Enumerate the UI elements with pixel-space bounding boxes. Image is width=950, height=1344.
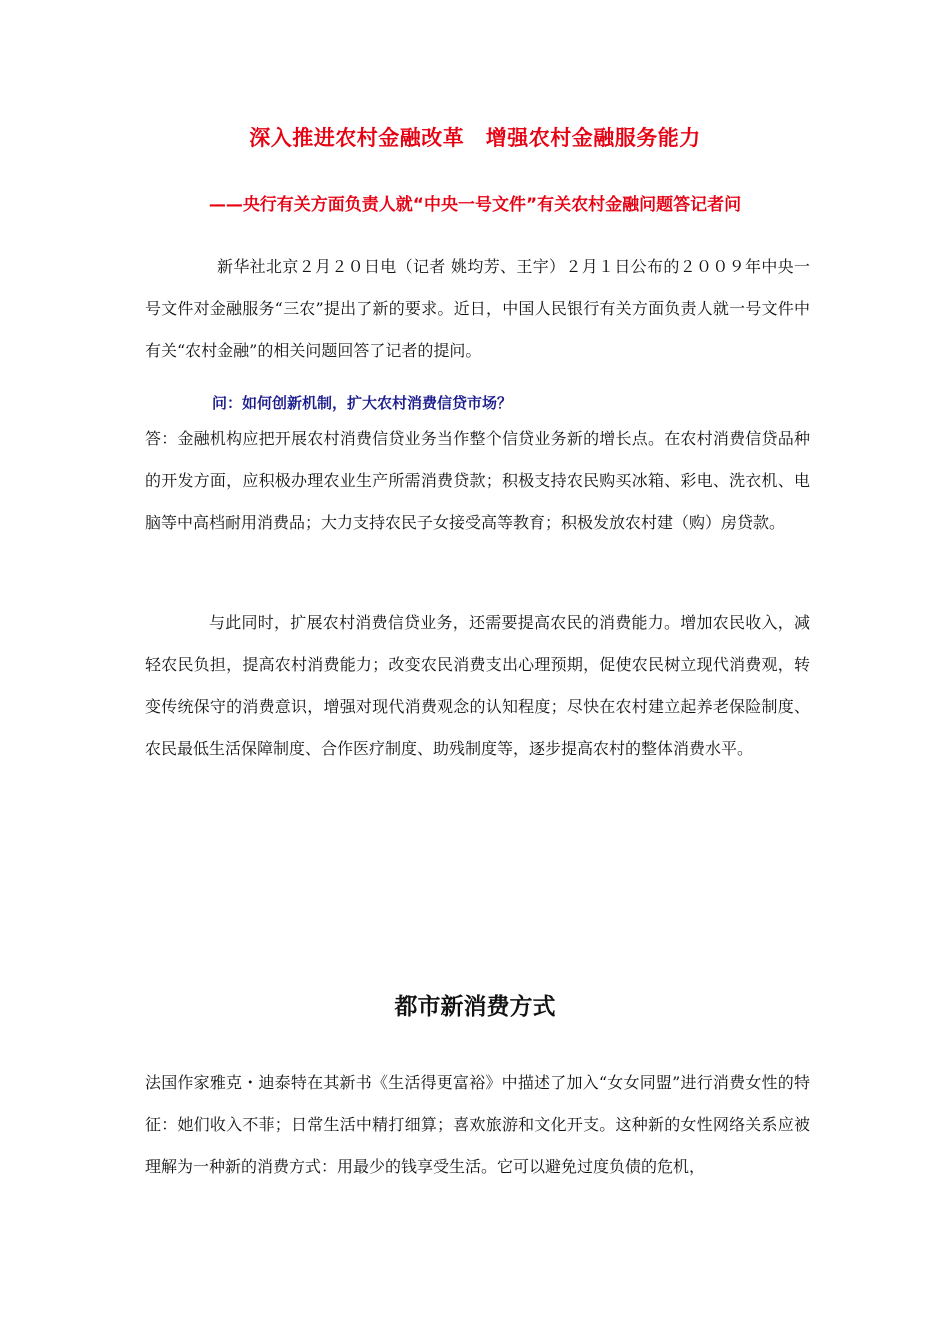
article-title: 深入推进农村金融改革 增强农村金融服务能力 xyxy=(249,126,701,150)
body-paragraph: 与此同时，扩展农村消费信贷业务，还需要提高农民的消费能力。增加农民收入，减轻农民负担，提高农村消费能力；改变农民消费支出心理预期，促使农民树立现代消费观，转变传统保守的消费意识，增强对现代消费观念的认知程度；尽快在农村建立起养老保险制度、农民最低生活保障制度、合作医疗制度、助残制度等，逐步提高农村的整体消费水平。 xyxy=(145,613,810,758)
intro-paragraph: 新华社北京２月２０日电（记者 姚均芳、王宇）２月１日公布的２００９年中央一号文件对金融服务“三农”提出了新的要求。近日，中国人民银行有关方面负责人就一号文件中有关“农村金融”的相关问题回答了记者的提问。 xyxy=(145,257,810,360)
answer-paragraph: 答：金融机构应把开展农村消费信贷业务当作整个信贷业务新的增长点。在农村消费信贷品种的开发方面，应积极办理农业生产所需消费贷款；积极支持农民购买冰箱、彩电、洗衣机、电脑等中高档耐用消费品；大力支持农民子女接受高等教育；积极发放农村建（购）房贷款。 xyxy=(145,429,810,532)
body-paragraph: 法国作家雅克・迪泰特在其新书《生活得更富裕》中描述了加入“女女同盟”进行消费女性的特征：她们收入不菲；日常生活中精打细算；喜欢旅游和文化开支。这种新的女性网络关系应被理解为一种新的消费方式：用最少的钱享受生活。它可以避免过度负债的危机， xyxy=(145,1073,810,1176)
question-heading: 问：如何创新机制，扩大农村消费信贷市场？ xyxy=(212,394,513,412)
article-subtitle: ——央行有关方面负责人就“中央一号文件”有关农村金融问题答记者问 xyxy=(208,195,742,215)
section-title: 都市新消费方式 xyxy=(394,994,556,1020)
